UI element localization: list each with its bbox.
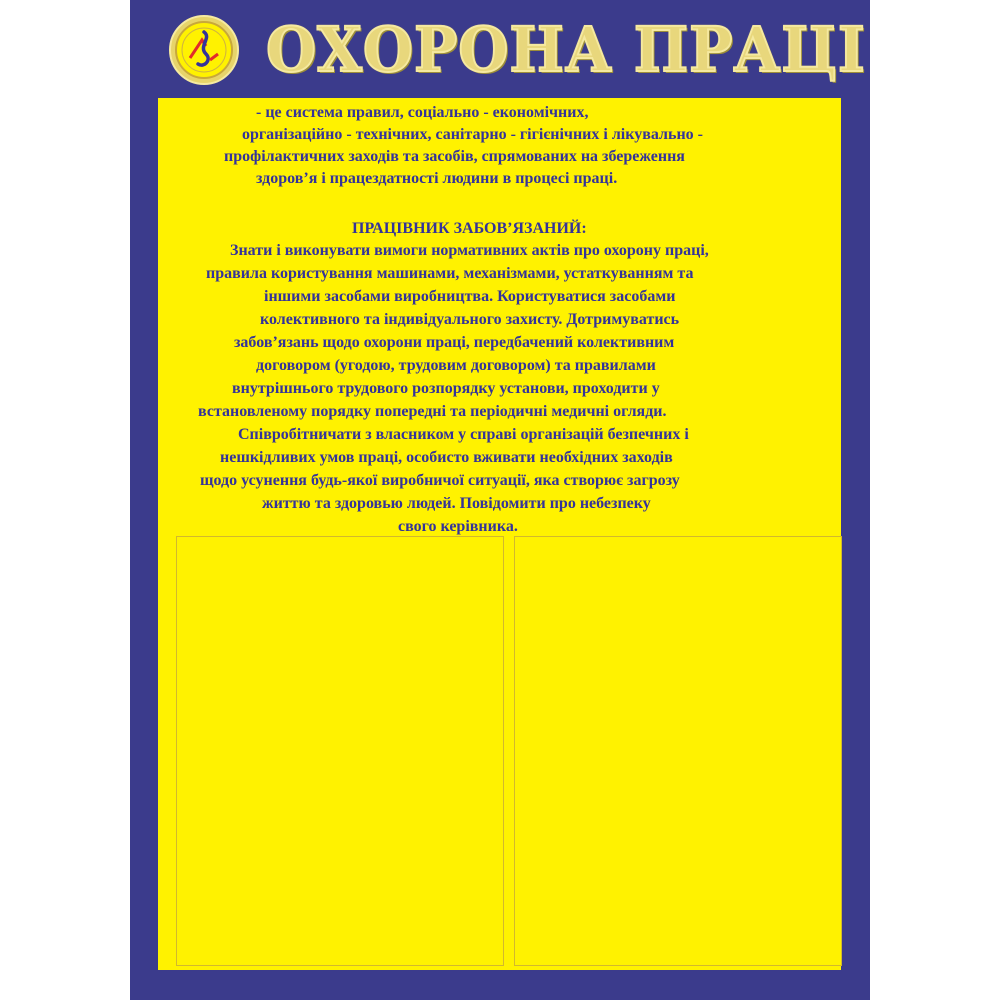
duties-line: внутрішнього трудового розпорядку установи, проходити у: [232, 380, 660, 397]
definition-line: здоров’я і працездатності людини в процесі праці.: [256, 170, 618, 187]
duties-line: Співробітничати з власником у справі організацій безпечних і: [238, 426, 689, 443]
safety-emblem-icon: [168, 14, 240, 86]
duties-line: забов’язань щодо охорони праці, передбачений колективним: [234, 334, 675, 351]
definition-line: - це система правил, соціально - економічних,: [256, 104, 589, 121]
duties-line: договором (угодою, трудовим договором) та правилами: [256, 357, 656, 374]
duties-line: іншими засобами виробництва. Користуватися засобами: [264, 288, 676, 305]
duties-line: колективного та індивідуального захисту. Дотримуватись: [260, 311, 680, 328]
duties-line: встановленому порядку попередні та періодичні медичні огляди.: [198, 403, 667, 420]
document-pocket-left: [176, 536, 504, 966]
document-pocket-right: [514, 536, 842, 966]
definition-line: організаційно - технічних, санітарно - гігієнічних і лікувально -: [242, 126, 703, 143]
stand-frame: [130, 0, 870, 1000]
page-title: ОХОРОНА ПРАЦІ: [266, 13, 866, 86]
content-panel: [158, 98, 841, 970]
duties-line: правила користування машинами, механізмами, устаткуванням та: [206, 265, 694, 282]
header: [130, 0, 870, 98]
duties-heading: ПРАЦІВНИК ЗАБОВ’ЯЗАНИЙ:: [352, 220, 587, 237]
definition-line: профілактичних заходів та засобів, спрямованих на збереження: [224, 148, 685, 165]
duties-line: щодо усунення будь-якої виробничої ситуації, яка створює загрозу: [200, 472, 680, 489]
duties-line: свого керівника.: [398, 518, 518, 535]
duties-line: Знати і виконувати вимоги нормативних актів про охорону праці,: [230, 242, 709, 259]
duties-line: нешкідливих умов праці, особисто вживати необхідних заходів: [220, 449, 673, 466]
duties-line: життю та здоровью людей. Повідомити про небезпеку: [262, 495, 651, 512]
